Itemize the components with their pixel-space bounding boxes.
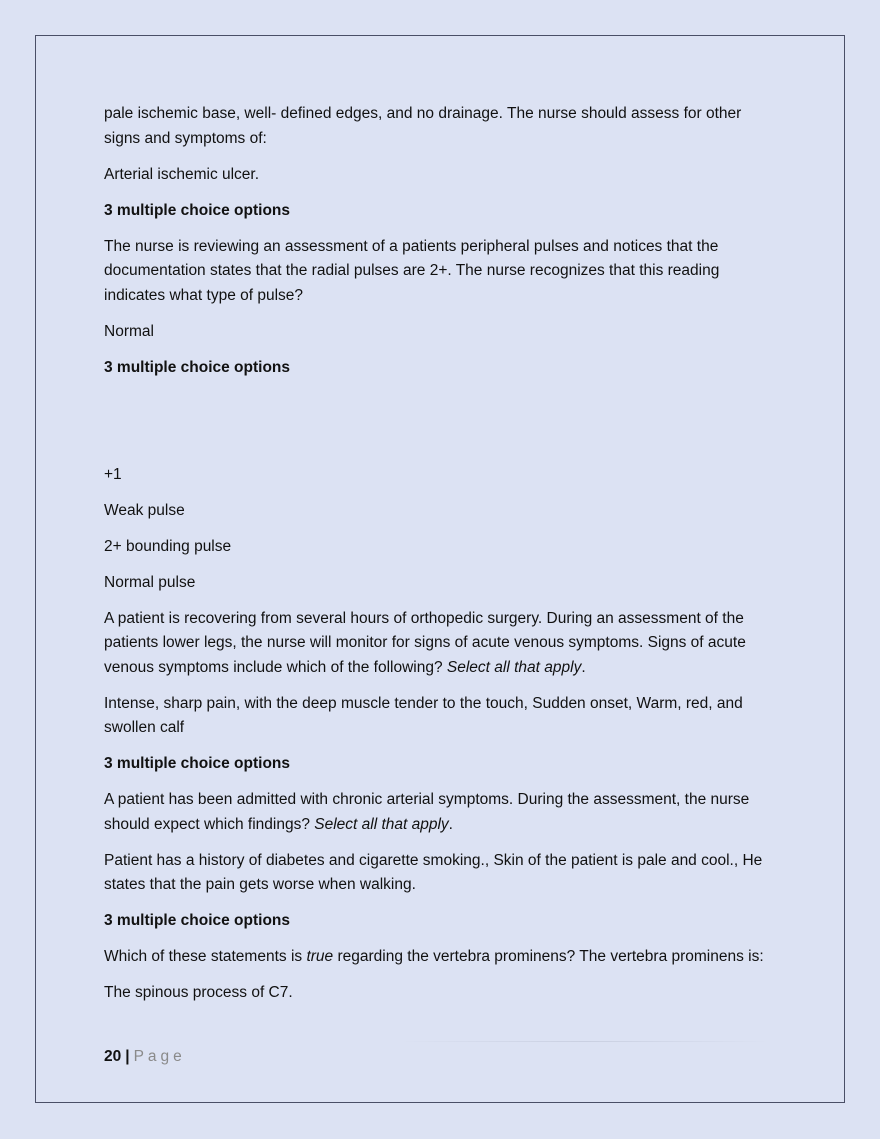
text-run: Intense, sharp pain, with the deep muscle tender to the touch, Sudden onset, Warm, red, and swollen calf bbox=[104, 694, 743, 736]
text-run: 3 multiple choice options bbox=[104, 358, 291, 376]
paragraph bbox=[104, 499, 780, 524]
paragraph bbox=[104, 320, 780, 345]
page-label: Page bbox=[133, 1048, 186, 1065]
text-run: Patient has a history of diabetes and cigarette smoking., Skin of the patient is pale and cool., He states that the pain gets worse when walking. bbox=[104, 851, 763, 893]
paragraph bbox=[104, 849, 780, 898]
emphasis-text: true bbox=[306, 948, 334, 965]
text-run: 3 multiple choice options bbox=[104, 912, 291, 929]
text-run: . bbox=[581, 658, 586, 676]
paragraph bbox=[104, 571, 780, 596]
text-run: Normal bbox=[104, 322, 154, 340]
emphasis-text: Select all that apply bbox=[446, 658, 582, 676]
text-run: +1 bbox=[104, 465, 122, 483]
paragraph bbox=[104, 945, 780, 970]
paragraph bbox=[104, 235, 780, 309]
paragraph bbox=[104, 163, 780, 188]
paragraph bbox=[104, 463, 780, 488]
page-footer bbox=[104, 1045, 186, 1069]
document-body bbox=[104, 102, 780, 1017]
footer-separator: | bbox=[125, 1048, 130, 1065]
text-run: pale ischemic base, well- defined edges, and no drainage. The nurse should assess for other signs and symptoms of: bbox=[104, 105, 742, 147]
section-label bbox=[104, 356, 780, 381]
text-run: regarding the vertebra prominens? The vertebra prominens is: bbox=[333, 948, 764, 965]
section-label bbox=[104, 752, 780, 777]
text-run: 2+ bounding pulse bbox=[104, 537, 232, 555]
text-run: The spinous process of C7. bbox=[104, 984, 293, 1001]
text-run: 3 multiple choice options bbox=[104, 755, 291, 772]
paragraph bbox=[104, 535, 780, 560]
text-run: A patient has been admitted with chronic arterial symptoms. During the assessment, the nurse should expect which findings? bbox=[104, 791, 750, 833]
page-number: 20 bbox=[104, 1048, 122, 1065]
text-run: Normal pulse bbox=[104, 573, 196, 591]
paragraph bbox=[104, 102, 780, 151]
text-run: Which of these statements is bbox=[104, 948, 307, 965]
text-run: A patient is recovering from several hours of orthopedic surgery. During an assessment of the patients lower legs, the nurse will monitor for signs of acute venous symptoms. Signs of acute venous symptoms include which of the following? bbox=[104, 609, 746, 676]
paragraph bbox=[104, 607, 780, 681]
text-run: Arterial ischemic ulcer. bbox=[104, 165, 260, 183]
paragraph bbox=[104, 981, 780, 1006]
paragraph bbox=[104, 692, 780, 741]
footer-divider bbox=[400, 1041, 770, 1042]
text-run: . bbox=[448, 815, 453, 833]
paragraph bbox=[104, 788, 780, 837]
section-label bbox=[104, 909, 780, 934]
text-run: 3 multiple choice options bbox=[104, 201, 291, 219]
section-label bbox=[104, 199, 780, 224]
blank-space bbox=[104, 392, 780, 463]
text-run: Weak pulse bbox=[104, 501, 185, 519]
text-run: The nurse is reviewing an assessment of a patients peripheral pulses and notices that the documentation states that the radial pulses are 2+. The nurse recognizes that this reading indicates what type of pulse? bbox=[104, 237, 720, 304]
emphasis-text: Select all that apply bbox=[314, 815, 449, 833]
